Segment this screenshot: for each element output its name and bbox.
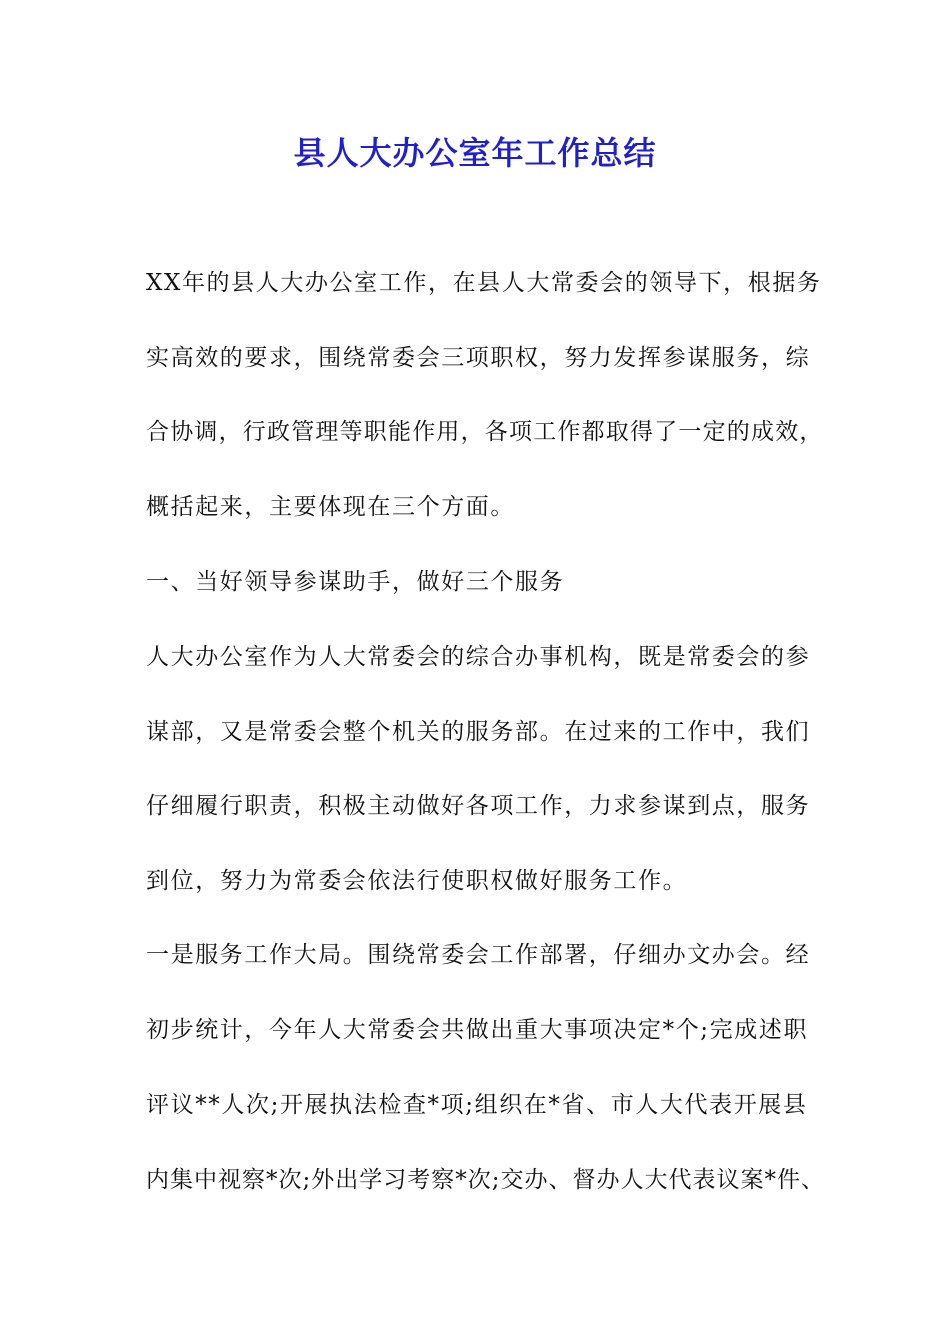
body-line: 合协调，行政管理等职能作用，各项工作都取得了一定的成效，	[146, 419, 824, 445]
body-line: 人大办公室作为人大常委会的综合办事机构，既是常委会的参	[146, 644, 811, 670]
document-title: 县人大办公室年工作总结	[293, 134, 657, 172]
body-line: 内集中视察*次;外出学习考察*次;交办、督办人大代表议案*件、	[146, 1167, 825, 1193]
body-line: 初步统计，今年人大常委会共做出重大事项决定*个;完成述职	[146, 1017, 809, 1043]
body-line: 概括起来，主要体现在三个方面。	[146, 494, 515, 520]
body-line: 评议**人次;开展执法检查*项;组织在*省、市人大代表开展县	[146, 1092, 808, 1118]
body-line: 谋部，又是常委会整个机关的服务部。在过来的工作中，我们	[146, 719, 811, 745]
body-line: 仔细履行职责，积极主动做好各项工作，力求参谋到点，服务	[146, 793, 811, 819]
body-line: 实高效的要求，围绕常委会三项职权，努力发挥参谋服务，综	[146, 345, 811, 371]
body-line: 到位，努力为常委会依法行使职权做好服务工作。	[146, 868, 688, 894]
body-line: XX年的县人大办公室工作，在县人大常委会的领导下，根据务	[146, 270, 822, 296]
body-line: 一是服务工作大局。围绕常委会工作部署，仔细办文办会。经	[146, 942, 811, 968]
section-heading: 一、当好领导参谋助手，做好三个服务	[146, 569, 565, 595]
